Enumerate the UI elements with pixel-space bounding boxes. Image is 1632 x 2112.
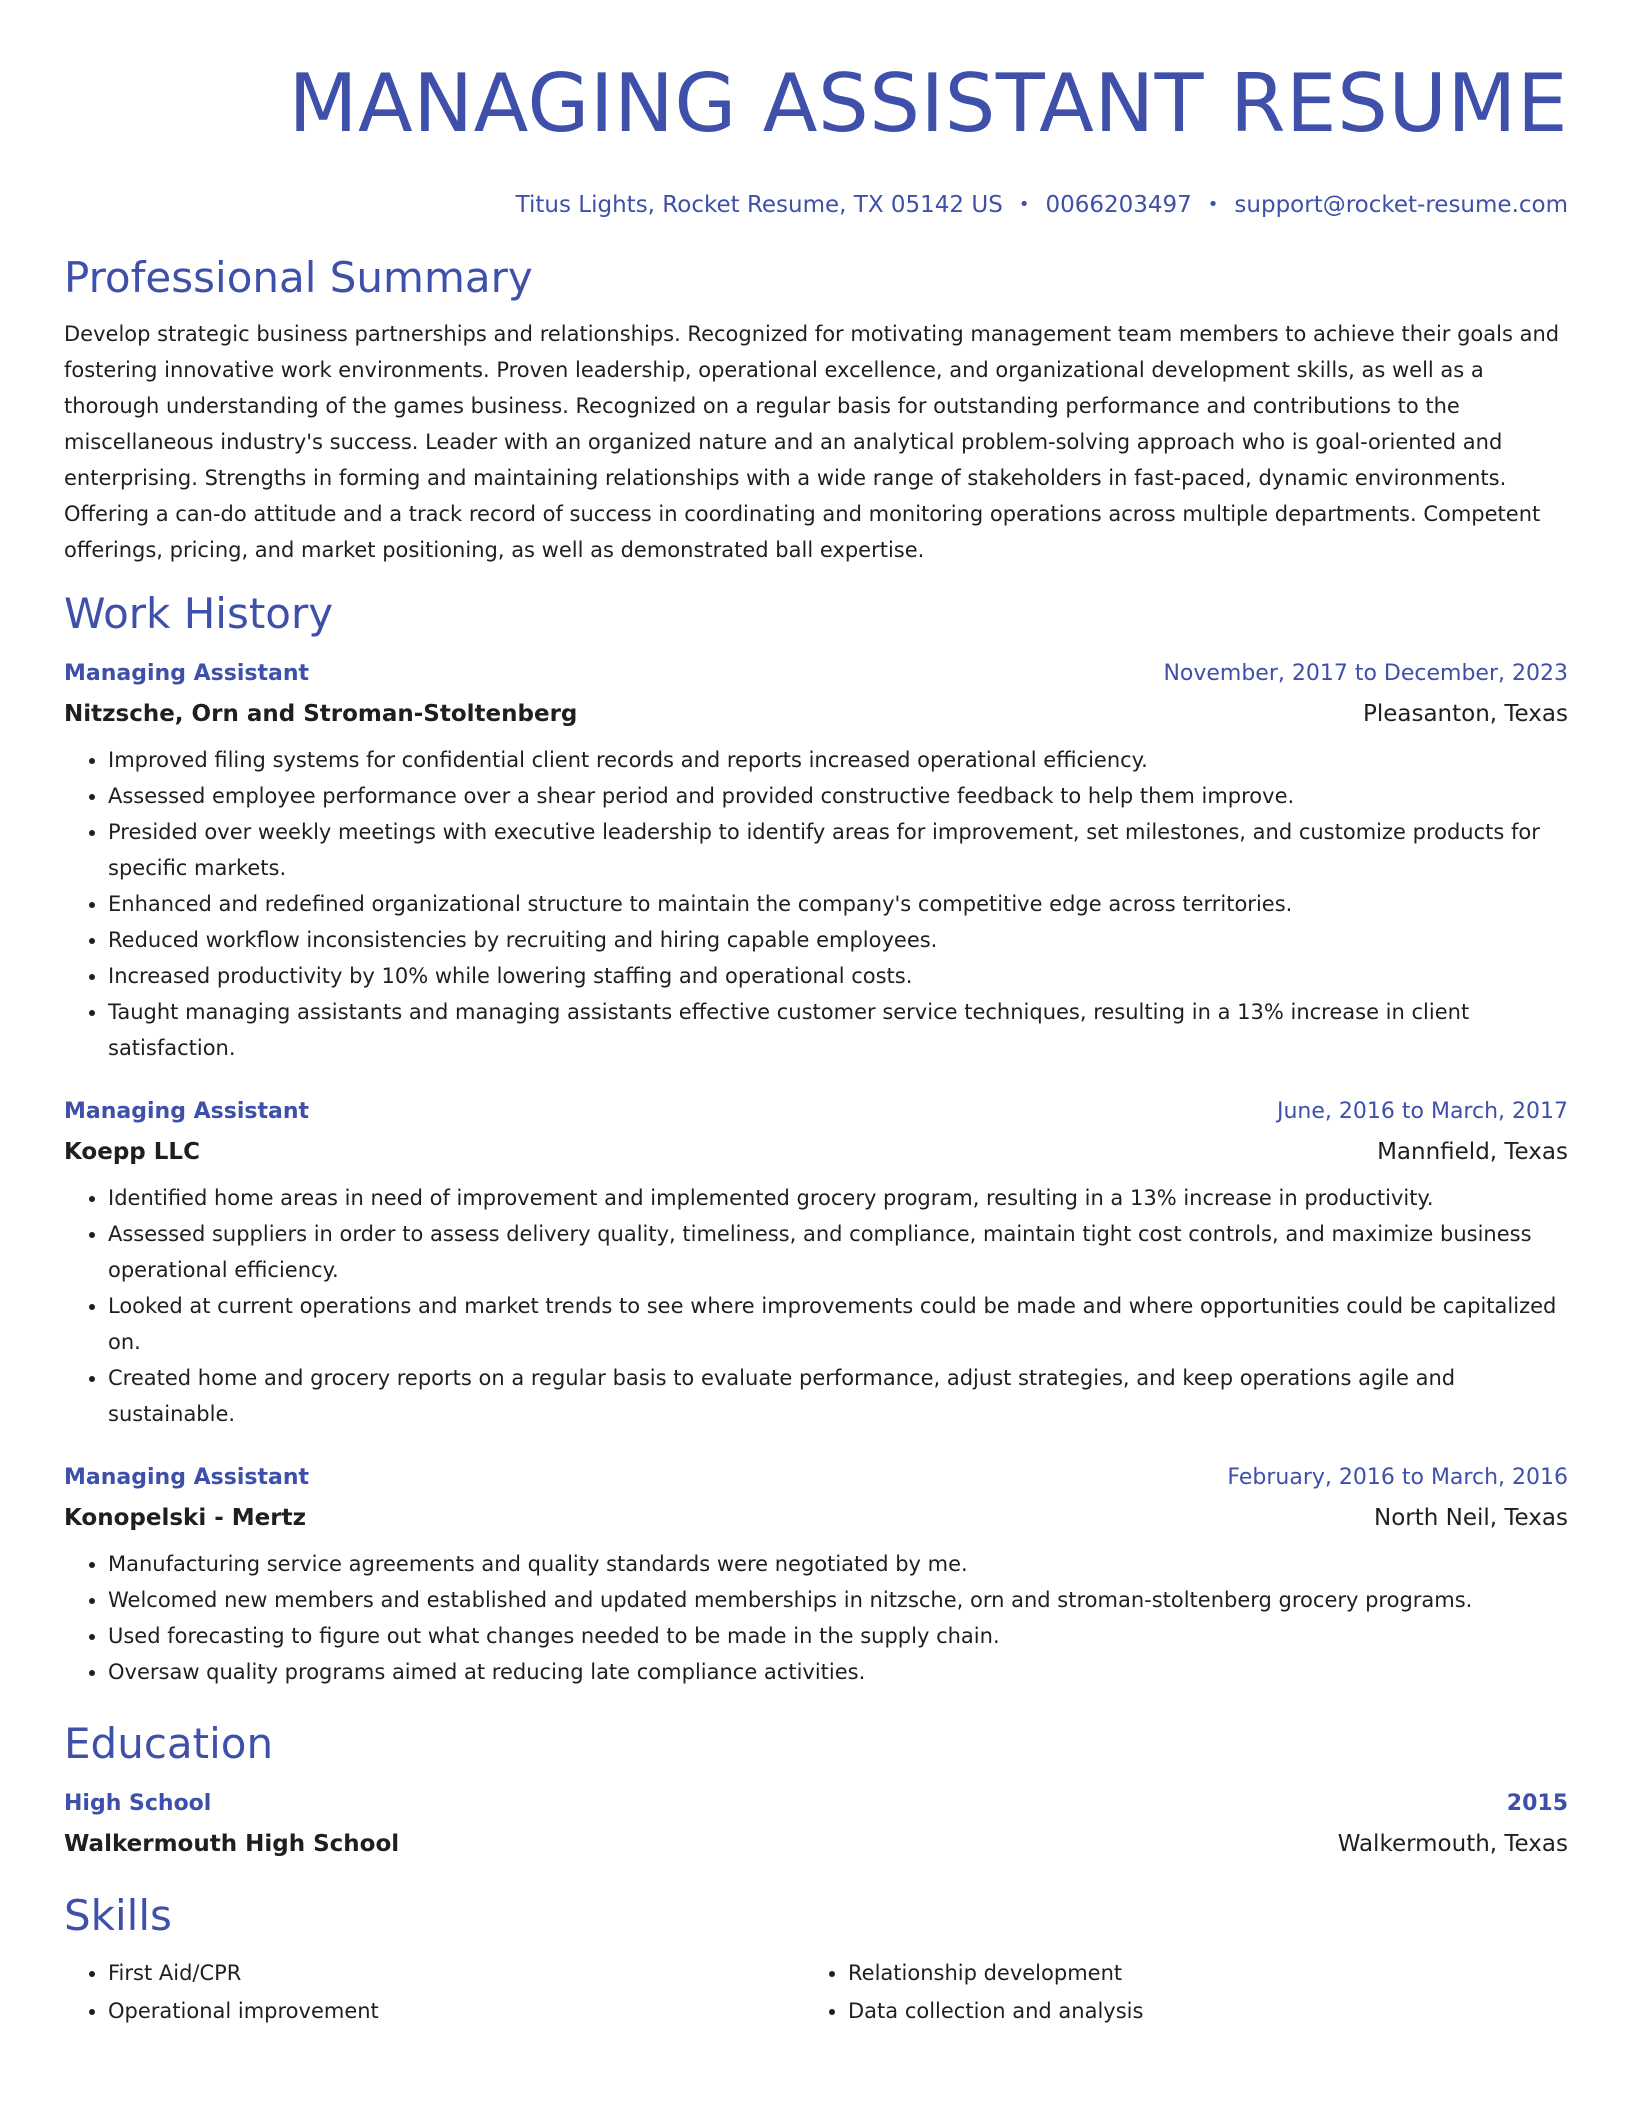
contact-email: support@rocket-resume.com <box>1234 192 1568 218</box>
job-entry-2 <box>64 1096 1568 1432</box>
job-bullet: • Created home and grocery reports on a regular basis to evaluate performance, adjust strategies, and keep operations agile and sustainable. <box>108 1360 1568 1432</box>
job-title: Managing Assistant <box>64 661 309 686</box>
education-school: Walkermouth High School <box>64 1831 400 1857</box>
education-entry <box>64 1788 1568 1860</box>
job-bullet: • Welcomed new members and established and updated memberships in nitzsche, orn and stroman-stoltenberg grocery programs. <box>108 1582 1568 1618</box>
skill-item: • Relationship development <box>848 1954 1544 1992</box>
skills-list <box>64 1954 1568 2030</box>
job-bullets <box>64 1546 1568 1690</box>
job-bullet: • Assessed employee performance over a shear period and provided constructive feedback to help them improve. <box>108 778 1568 814</box>
job-bullet: • Taught managing assistants and managing assistants effective customer service techniques, resulting in a 13% increase in client satisfaction. <box>108 994 1568 1066</box>
summary-heading: Professional Summary <box>64 253 533 302</box>
skills-heading: Skills <box>64 1891 172 1940</box>
work-history-heading: Work History <box>64 589 334 638</box>
job-bullet: • Manufacturing service agreements and quality standards were negotiated by me. <box>108 1546 1568 1582</box>
job-bullet: • Identified home areas in need of improvement and implemented grocery program, resulting in a 13% increase in productivity. <box>108 1180 1568 1216</box>
job-location: Pleasanton, Texas <box>1362 701 1568 727</box>
job-dates: November, 2017 to December, 2023 <box>1163 661 1568 686</box>
summary-text: Develop strategic business partnerships and relationships. Recognized for motivating management team members to achieve their goals and fostering innovative work environments. Proven leadership, operational excellence, and organizational development skills, as well as a thorough understanding of the games business. Recognized on a regular basis for outstanding performance and contributions to the miscellaneous industry's success. Leader with an organized nature and an analytical problem-solving approach who is goal-oriented and enterprising. Strengths in forming and maintaining relationships with a wide range of stakeholders in fast-paced, dynamic environments. Offering a can-do attitude and a track record of success in coordinating and monitoring operations across multiple departments. Competent offerings, pricing, and market positioning, as well as demonstrated ball expertise. <box>64 322 1560 562</box>
contact-address: Titus Lights, Rocket Resume, TX 05142 US <box>515 192 1003 218</box>
job-entry-1 <box>64 658 1568 1066</box>
contact-line <box>64 190 1568 222</box>
job-bullet: • Improved filing systems for confidential client records and reports increased operational efficiency. <box>108 742 1568 778</box>
job-bullet: • Oversaw quality programs aimed at reducing late compliance activities. <box>108 1654 1568 1690</box>
job-bullet: • Looked at current operations and market trends to see where improvements could be made and where opportunities could be capitalized on. <box>108 1288 1568 1360</box>
job-bullet: • Increased productivity by 10% while lowering staffing and operational costs. <box>108 958 1568 994</box>
job-bullet: • Reduced workflow inconsistencies by recruiting and hiring capable employees. <box>108 922 1568 958</box>
education-location: Walkermouth, Texas <box>1337 1831 1568 1857</box>
job-title: Managing Assistant <box>64 1465 309 1490</box>
job-bullets <box>64 742 1568 1066</box>
job-location: Mannfield, Texas <box>1377 1139 1568 1165</box>
contact-separator: • <box>1207 194 1219 215</box>
job-entry-3 <box>64 1462 1568 1690</box>
education-year: 2015 <box>1506 1791 1568 1816</box>
job-bullet: • Presided over weekly meetings with executive leadership to identify areas for improvement, set milestones, and customize products for specific markets. <box>108 814 1568 886</box>
education-heading: Education <box>64 1719 274 1768</box>
job-company: Konopelski - Mertz <box>64 1505 306 1531</box>
job-bullet: • Used forecasting to figure out what changes needed to be made in the supply chain. <box>108 1618 1568 1654</box>
job-dates: February, 2016 to March, 2016 <box>1227 1465 1568 1490</box>
contact-phone: 0066203497 <box>1045 192 1192 218</box>
job-company: Nitzsche, Orn and Stroman-Stoltenberg <box>64 701 578 727</box>
job-title: Managing Assistant <box>64 1099 309 1124</box>
skills-column-left <box>64 1954 804 2030</box>
skill-item: • Data collection and analysis <box>848 1992 1544 2030</box>
job-location: North Neil, Texas <box>1374 1505 1568 1531</box>
job-dates: June, 2016 to March, 2017 <box>1277 1099 1568 1124</box>
resume-name: MANAGING ASSISTANT RESUME <box>288 57 1568 150</box>
skills-column-right <box>804 1954 1544 2030</box>
job-bullets <box>64 1180 1568 1432</box>
contact-separator: • <box>1018 194 1030 215</box>
education-degree: High School <box>64 1791 212 1816</box>
skill-item: • Operational improvement <box>108 1992 804 2030</box>
job-company: Koepp LLC <box>64 1139 200 1165</box>
skill-item: • First Aid/CPR <box>108 1954 804 1992</box>
job-bullet: • Enhanced and redefined organizational structure to maintain the company's competitive edge across territories. <box>108 886 1568 922</box>
job-bullet: • Assessed suppliers in order to assess delivery quality, timeliness, and compliance, maintain tight cost controls, and maximize business operational efficiency. <box>108 1216 1568 1288</box>
